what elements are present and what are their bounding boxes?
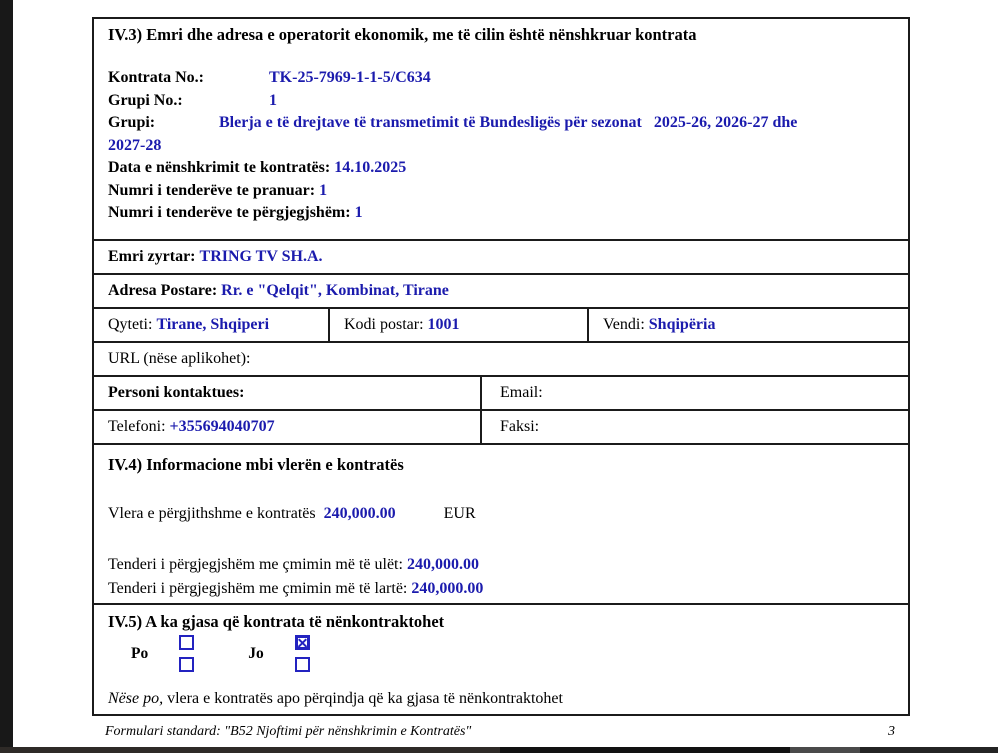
country-value: Shqipëria <box>648 316 716 333</box>
if-yes-italic: Nëse po, <box>108 690 164 707</box>
contract-number-line <box>108 67 898 90</box>
postal-address-label: Adresa Postare: <box>108 282 218 299</box>
contract-value-line <box>108 505 898 523</box>
page-footer <box>105 724 895 740</box>
tenders-responsive-line <box>108 202 898 225</box>
highest-price-line <box>108 577 898 601</box>
tenders-received-label: Numri i tenderëve te pranuar: <box>108 181 316 199</box>
no-checkbox-top <box>295 635 310 650</box>
no-label: Jo <box>248 644 264 662</box>
section-iv3-title: IV.3) Emri dhe adresa e operatorit ekonomik, me të cilin është nënshkruar kontrata <box>108 25 697 44</box>
section-iv5-row <box>94 603 908 714</box>
official-name-cell <box>94 241 333 273</box>
lowest-price-label: Tenderi i përgjegjshëm me çmimin më të ulët: <box>108 556 403 573</box>
city-cell <box>94 309 328 341</box>
highest-price-label: Tenderi i përgjegjshëm me çmimin më të lartë: <box>108 579 408 597</box>
no-checkbox-group <box>295 635 310 672</box>
telephone-row <box>94 409 908 443</box>
yes-checkbox-bottom <box>179 657 194 672</box>
bottom-edge-bar <box>0 747 998 753</box>
section-iv5-title: IV.5) A ka gjasa që kontrata të nënkontraktohet <box>108 612 445 631</box>
contract-number-value: TK-25-7969-1-1-5/C634 <box>269 69 431 86</box>
url-row <box>94 341 908 375</box>
tenders-responsive-label: Numri i tenderëve te përgjegjshëm: <box>108 204 351 221</box>
no-checkbox-bottom <box>295 657 310 672</box>
fax-label: Faksi: <box>500 418 540 435</box>
tender-prices-block <box>108 553 898 600</box>
contact-person-row <box>94 375 908 409</box>
telephone-label: Telefoni: <box>108 418 166 435</box>
if-yes-rest: vlera e kontratës apo përqindja që ka gjasa të nënkontraktohet <box>163 690 563 707</box>
lowest-price-line <box>108 553 898 577</box>
section-iv3 <box>94 19 908 239</box>
official-name-value: TRING TV SH.A. <box>199 248 323 265</box>
signing-date-value: 14.10.2025 <box>334 159 407 176</box>
city-label: Qyteti: <box>108 316 153 333</box>
official-name-row <box>94 239 908 273</box>
group-value-line1: Blerja e të drejtave të transmetimit të Bundesligës për sezonat 2025-26, 2026-27 dhe <box>219 114 798 131</box>
contract-value-amount: 240,000.00 <box>315 505 396 522</box>
postal-code-value: 1001 <box>427 316 460 333</box>
telephone-value: +355694040707 <box>169 418 275 435</box>
signing-date-line <box>108 157 898 180</box>
email-cell <box>480 377 908 409</box>
city-value: Tirane, Shqiperi <box>156 316 270 333</box>
yes-checkbox-top <box>179 635 194 650</box>
tenders-received-line <box>108 180 898 203</box>
yes-checkbox-group <box>179 635 194 672</box>
postal-code-label: Kodi postar: <box>344 316 424 333</box>
email-label: Email: <box>500 384 543 401</box>
official-name-label: Emri zyrtar: <box>108 248 196 265</box>
contract-value-currency: EUR <box>443 505 476 522</box>
contract-number-label: Kontrata No.: <box>108 69 204 86</box>
contract-notice-table <box>92 17 910 716</box>
lowest-price-value: 240,000.00 <box>406 556 479 573</box>
if-yes-line <box>108 690 563 708</box>
postal-address-value: Rr. e "Qelqit", Kombinat, Tirane <box>221 282 449 299</box>
contact-person-cell <box>94 377 480 409</box>
country-label: Vendi: <box>603 316 645 333</box>
group-label: Grupi: <box>108 114 156 131</box>
section-iv4 <box>94 445 908 603</box>
left-edge-bar <box>0 0 13 747</box>
group-number-line <box>108 90 898 113</box>
subcontract-options <box>131 635 898 672</box>
group-number-label: Grupi No.: <box>108 91 183 109</box>
postal-address-row <box>94 273 908 307</box>
group-value-line2: 2027-28 <box>108 136 162 154</box>
section-iv4-row <box>94 443 908 603</box>
contact-person-label: Personi kontaktues: <box>108 384 245 401</box>
footer-page-number: 3 <box>888 724 895 739</box>
footer-form-name: Formulari standard: "B52 Njoftimi për nënshkrimin e Kontratës" <box>105 724 472 739</box>
tenders-received-value: 1 <box>319 181 328 199</box>
yes-label: Po <box>131 644 149 662</box>
city-row <box>94 307 908 341</box>
highest-price-value: 240,000.00 <box>411 579 484 597</box>
postal-code-cell <box>328 309 587 341</box>
contract-value-label: Vlera e përgjithshme e kontratës <box>108 505 316 522</box>
section-iv5 <box>94 605 908 714</box>
group-description-line <box>108 112 898 157</box>
url-cell <box>94 343 260 375</box>
postal-address-cell <box>94 275 459 307</box>
tenders-responsive-value: 1 <box>354 204 363 221</box>
fax-cell <box>480 411 908 443</box>
signing-date-label: Data e nënshkrimit te kontratës: <box>108 159 331 176</box>
url-label: URL (nëse aplikohet): <box>108 350 251 367</box>
telephone-cell <box>94 411 480 443</box>
group-number-value: 1 <box>269 91 277 109</box>
country-cell <box>587 309 908 341</box>
section-iv4-title: IV.4) Informacione mbi vlerën e kontratës <box>108 455 404 474</box>
